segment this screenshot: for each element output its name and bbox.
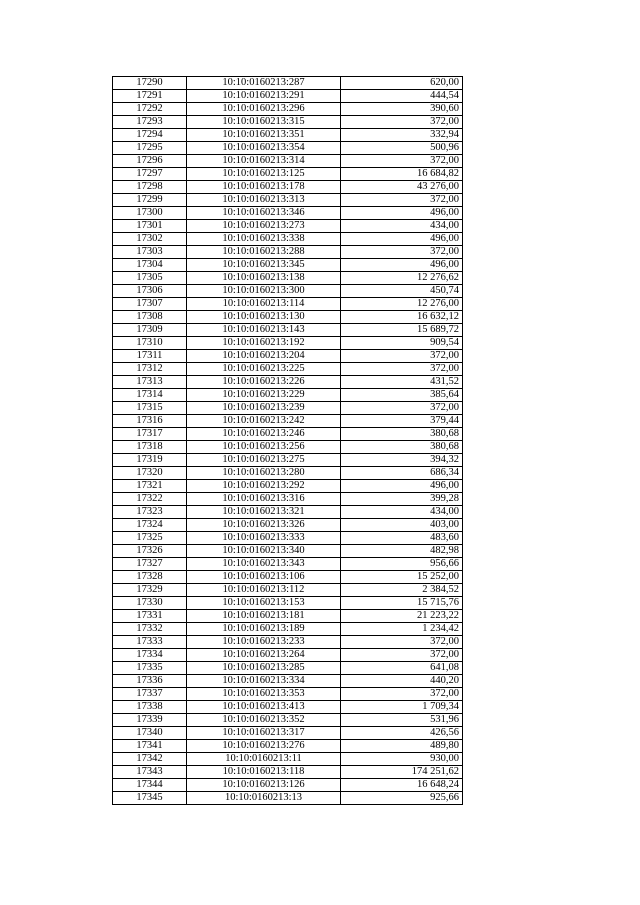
cadastral-number-cell: 10:10:0160213:11 xyxy=(187,753,341,766)
table-row xyxy=(113,350,463,363)
cadastral-number-cell: 10:10:0160213:317 xyxy=(187,727,341,740)
value-cell: 372,00 xyxy=(341,246,463,259)
cadastral-number-cell: 10:10:0160213:343 xyxy=(187,558,341,571)
value-cell: 956,66 xyxy=(341,558,463,571)
table-row xyxy=(113,207,463,220)
value-cell: 403,00 xyxy=(341,519,463,532)
row-number-cell: 17342 xyxy=(113,753,187,766)
value-cell: 482,98 xyxy=(341,545,463,558)
cadastral-number-cell: 10:10:0160213:314 xyxy=(187,155,341,168)
value-cell: 444,54 xyxy=(341,90,463,103)
table-row xyxy=(113,389,463,402)
table-row xyxy=(113,740,463,753)
value-cell: 496,00 xyxy=(341,259,463,272)
value-cell: 372,00 xyxy=(341,350,463,363)
table-row xyxy=(113,480,463,493)
row-number-cell: 17325 xyxy=(113,532,187,545)
row-number-cell: 17340 xyxy=(113,727,187,740)
cadastral-number-cell: 10:10:0160213:345 xyxy=(187,259,341,272)
value-cell: 43 276,00 xyxy=(341,181,463,194)
value-cell: 332,94 xyxy=(341,129,463,142)
row-number-cell: 17310 xyxy=(113,337,187,350)
value-cell: 21 223,22 xyxy=(341,610,463,623)
row-number-cell: 17296 xyxy=(113,155,187,168)
cadastral-number-cell: 10:10:0160213:352 xyxy=(187,714,341,727)
cadastral-number-cell: 10:10:0160213:229 xyxy=(187,389,341,402)
table-row xyxy=(113,519,463,532)
value-cell: 483,60 xyxy=(341,532,463,545)
cadastral-value-table xyxy=(112,76,463,805)
row-number-cell: 17297 xyxy=(113,168,187,181)
table-row xyxy=(113,649,463,662)
table-row xyxy=(113,155,463,168)
value-cell: 379,44 xyxy=(341,415,463,428)
table-row xyxy=(113,727,463,740)
value-cell: 426,56 xyxy=(341,727,463,740)
cadastral-number-cell: 10:10:0160213:413 xyxy=(187,701,341,714)
value-cell: 1 234,42 xyxy=(341,623,463,636)
value-cell: 434,00 xyxy=(341,506,463,519)
cadastral-number-cell: 10:10:0160213:288 xyxy=(187,246,341,259)
row-number-cell: 17330 xyxy=(113,597,187,610)
value-cell: 930,00 xyxy=(341,753,463,766)
table-row xyxy=(113,181,463,194)
row-number-cell: 17300 xyxy=(113,207,187,220)
row-number-cell: 17332 xyxy=(113,623,187,636)
row-number-cell: 17318 xyxy=(113,441,187,454)
cadastral-number-cell: 10:10:0160213:346 xyxy=(187,207,341,220)
table-row xyxy=(113,142,463,155)
table-row xyxy=(113,584,463,597)
table-row xyxy=(113,103,463,116)
table-row xyxy=(113,129,463,142)
row-number-cell: 17317 xyxy=(113,428,187,441)
cadastral-number-cell: 10:10:0160213:246 xyxy=(187,428,341,441)
cadastral-number-cell: 10:10:0160213:118 xyxy=(187,766,341,779)
value-cell: 385,64 xyxy=(341,389,463,402)
row-number-cell: 17315 xyxy=(113,402,187,415)
cadastral-number-cell: 10:10:0160213:13 xyxy=(187,792,341,805)
row-number-cell: 17324 xyxy=(113,519,187,532)
value-cell: 372,00 xyxy=(341,688,463,701)
row-number-cell: 17341 xyxy=(113,740,187,753)
table-row xyxy=(113,779,463,792)
table-row xyxy=(113,675,463,688)
value-cell: 500,96 xyxy=(341,142,463,155)
row-number-cell: 17343 xyxy=(113,766,187,779)
cadastral-number-cell: 10:10:0160213:242 xyxy=(187,415,341,428)
row-number-cell: 17312 xyxy=(113,363,187,376)
cadastral-number-cell: 10:10:0160213:126 xyxy=(187,779,341,792)
row-number-cell: 17302 xyxy=(113,233,187,246)
value-cell: 372,00 xyxy=(341,402,463,415)
cadastral-number-cell: 10:10:0160213:112 xyxy=(187,584,341,597)
cadastral-number-cell: 10:10:0160213:106 xyxy=(187,571,341,584)
table-row xyxy=(113,792,463,805)
value-cell: 909,54 xyxy=(341,337,463,350)
cadastral-number-cell: 10:10:0160213:316 xyxy=(187,493,341,506)
table-row xyxy=(113,532,463,545)
table-body xyxy=(113,77,463,805)
table-row xyxy=(113,714,463,727)
row-number-cell: 17291 xyxy=(113,90,187,103)
table-row xyxy=(113,415,463,428)
table-row xyxy=(113,506,463,519)
table-row xyxy=(113,324,463,337)
value-cell: 380,68 xyxy=(341,441,463,454)
cadastral-number-cell: 10:10:0160213:264 xyxy=(187,649,341,662)
cadastral-number-cell: 10:10:0160213:338 xyxy=(187,233,341,246)
value-cell: 390,60 xyxy=(341,103,463,116)
cadastral-number-cell: 10:10:0160213:353 xyxy=(187,688,341,701)
table-row xyxy=(113,337,463,350)
row-number-cell: 17323 xyxy=(113,506,187,519)
row-number-cell: 17294 xyxy=(113,129,187,142)
table-row xyxy=(113,623,463,636)
value-cell: 489,80 xyxy=(341,740,463,753)
cadastral-number-cell: 10:10:0160213:192 xyxy=(187,337,341,350)
table-row xyxy=(113,454,463,467)
cadastral-number-cell: 10:10:0160213:138 xyxy=(187,272,341,285)
table-row xyxy=(113,376,463,389)
cadastral-number-cell: 10:10:0160213:334 xyxy=(187,675,341,688)
value-cell: 372,00 xyxy=(341,116,463,129)
table-row xyxy=(113,116,463,129)
table-row xyxy=(113,272,463,285)
row-number-cell: 17309 xyxy=(113,324,187,337)
cadastral-number-cell: 10:10:0160213:276 xyxy=(187,740,341,753)
table-row xyxy=(113,493,463,506)
row-number-cell: 17331 xyxy=(113,610,187,623)
value-cell: 531,96 xyxy=(341,714,463,727)
row-number-cell: 17321 xyxy=(113,480,187,493)
cadastral-number-cell: 10:10:0160213:340 xyxy=(187,545,341,558)
value-cell: 440,20 xyxy=(341,675,463,688)
row-number-cell: 17295 xyxy=(113,142,187,155)
table-row xyxy=(113,402,463,415)
value-cell: 620,00 xyxy=(341,77,463,90)
table-row xyxy=(113,168,463,181)
table-row xyxy=(113,220,463,233)
row-number-cell: 17344 xyxy=(113,779,187,792)
table-row xyxy=(113,298,463,311)
row-number-cell: 17326 xyxy=(113,545,187,558)
row-number-cell: 17334 xyxy=(113,649,187,662)
cadastral-number-cell: 10:10:0160213:285 xyxy=(187,662,341,675)
value-cell: 496,00 xyxy=(341,233,463,246)
cadastral-number-cell: 10:10:0160213:204 xyxy=(187,350,341,363)
row-number-cell: 17303 xyxy=(113,246,187,259)
table-row xyxy=(113,610,463,623)
cadastral-number-cell: 10:10:0160213:225 xyxy=(187,363,341,376)
row-number-cell: 17301 xyxy=(113,220,187,233)
value-cell: 372,00 xyxy=(341,363,463,376)
value-cell: 925,66 xyxy=(341,792,463,805)
cadastral-number-cell: 10:10:0160213:189 xyxy=(187,623,341,636)
row-number-cell: 17307 xyxy=(113,298,187,311)
value-cell: 372,00 xyxy=(341,636,463,649)
table-row xyxy=(113,467,463,480)
row-number-cell: 17335 xyxy=(113,662,187,675)
table-row xyxy=(113,311,463,324)
table-row xyxy=(113,545,463,558)
row-number-cell: 17311 xyxy=(113,350,187,363)
cadastral-number-cell: 10:10:0160213:280 xyxy=(187,467,341,480)
row-number-cell: 17305 xyxy=(113,272,187,285)
table-row xyxy=(113,77,463,90)
row-number-cell: 17308 xyxy=(113,311,187,324)
row-number-cell: 17304 xyxy=(113,259,187,272)
value-cell: 16 648,24 xyxy=(341,779,463,792)
cadastral-number-cell: 10:10:0160213:256 xyxy=(187,441,341,454)
row-number-cell: 17320 xyxy=(113,467,187,480)
row-number-cell: 17293 xyxy=(113,116,187,129)
row-number-cell: 17298 xyxy=(113,181,187,194)
cadastral-number-cell: 10:10:0160213:287 xyxy=(187,77,341,90)
cadastral-number-cell: 10:10:0160213:226 xyxy=(187,376,341,389)
row-number-cell: 17319 xyxy=(113,454,187,467)
value-cell: 394,32 xyxy=(341,454,463,467)
value-cell: 16 632,12 xyxy=(341,311,463,324)
value-cell: 686,34 xyxy=(341,467,463,480)
table-row xyxy=(113,662,463,675)
value-cell: 372,00 xyxy=(341,194,463,207)
cadastral-number-cell: 10:10:0160213:291 xyxy=(187,90,341,103)
table-row xyxy=(113,701,463,714)
cadastral-number-cell: 10:10:0160213:315 xyxy=(187,116,341,129)
cadastral-number-cell: 10:10:0160213:130 xyxy=(187,311,341,324)
cadastral-number-cell: 10:10:0160213:296 xyxy=(187,103,341,116)
table-row xyxy=(113,90,463,103)
value-cell: 15 252,00 xyxy=(341,571,463,584)
row-number-cell: 17329 xyxy=(113,584,187,597)
cadastral-number-cell: 10:10:0160213:351 xyxy=(187,129,341,142)
cadastral-number-cell: 10:10:0160213:292 xyxy=(187,480,341,493)
table-row xyxy=(113,428,463,441)
value-cell: 1 709,34 xyxy=(341,701,463,714)
value-cell: 12 276,62 xyxy=(341,272,463,285)
value-cell: 372,00 xyxy=(341,155,463,168)
value-cell: 380,68 xyxy=(341,428,463,441)
row-number-cell: 17299 xyxy=(113,194,187,207)
table-row xyxy=(113,194,463,207)
row-number-cell: 17333 xyxy=(113,636,187,649)
cadastral-number-cell: 10:10:0160213:239 xyxy=(187,402,341,415)
cadastral-number-cell: 10:10:0160213:153 xyxy=(187,597,341,610)
row-number-cell: 17327 xyxy=(113,558,187,571)
row-number-cell: 17322 xyxy=(113,493,187,506)
table-row xyxy=(113,233,463,246)
row-number-cell: 17337 xyxy=(113,688,187,701)
table-row xyxy=(113,766,463,779)
row-number-cell: 17339 xyxy=(113,714,187,727)
value-cell: 12 276,00 xyxy=(341,298,463,311)
table-row xyxy=(113,636,463,649)
value-cell: 431,52 xyxy=(341,376,463,389)
cadastral-number-cell: 10:10:0160213:143 xyxy=(187,324,341,337)
cadastral-number-cell: 10:10:0160213:313 xyxy=(187,194,341,207)
row-number-cell: 17313 xyxy=(113,376,187,389)
table-row xyxy=(113,688,463,701)
cadastral-number-cell: 10:10:0160213:114 xyxy=(187,298,341,311)
cadastral-number-cell: 10:10:0160213:125 xyxy=(187,168,341,181)
cadastral-number-cell: 10:10:0160213:178 xyxy=(187,181,341,194)
cadastral-number-cell: 10:10:0160213:354 xyxy=(187,142,341,155)
row-number-cell: 17336 xyxy=(113,675,187,688)
row-number-cell: 17292 xyxy=(113,103,187,116)
row-number-cell: 17328 xyxy=(113,571,187,584)
table-row xyxy=(113,285,463,298)
value-cell: 450,74 xyxy=(341,285,463,298)
value-cell: 641,08 xyxy=(341,662,463,675)
value-cell: 15 689,72 xyxy=(341,324,463,337)
value-cell: 496,00 xyxy=(341,207,463,220)
row-number-cell: 17306 xyxy=(113,285,187,298)
row-number-cell: 17316 xyxy=(113,415,187,428)
value-cell: 15 715,76 xyxy=(341,597,463,610)
table-row xyxy=(113,571,463,584)
row-number-cell: 17290 xyxy=(113,77,187,90)
value-cell: 496,00 xyxy=(341,480,463,493)
cadastral-number-cell: 10:10:0160213:273 xyxy=(187,220,341,233)
cadastral-number-cell: 10:10:0160213:275 xyxy=(187,454,341,467)
table-row xyxy=(113,597,463,610)
row-number-cell: 17345 xyxy=(113,792,187,805)
row-number-cell: 17338 xyxy=(113,701,187,714)
row-number-cell: 17314 xyxy=(113,389,187,402)
table-row xyxy=(113,259,463,272)
table-row xyxy=(113,363,463,376)
value-cell: 2 384,52 xyxy=(341,584,463,597)
table-row xyxy=(113,558,463,571)
table-row xyxy=(113,753,463,766)
value-cell: 174 251,62 xyxy=(341,766,463,779)
cadastral-number-cell: 10:10:0160213:181 xyxy=(187,610,341,623)
value-cell: 434,00 xyxy=(341,220,463,233)
table-row xyxy=(113,246,463,259)
value-cell: 372,00 xyxy=(341,649,463,662)
value-cell: 399,28 xyxy=(341,493,463,506)
cadastral-number-cell: 10:10:0160213:300 xyxy=(187,285,341,298)
cadastral-number-cell: 10:10:0160213:321 xyxy=(187,506,341,519)
value-cell: 16 684,82 xyxy=(341,168,463,181)
table-row xyxy=(113,441,463,454)
cadastral-number-cell: 10:10:0160213:233 xyxy=(187,636,341,649)
cadastral-number-cell: 10:10:0160213:333 xyxy=(187,532,341,545)
cadastral-number-cell: 10:10:0160213:326 xyxy=(187,519,341,532)
